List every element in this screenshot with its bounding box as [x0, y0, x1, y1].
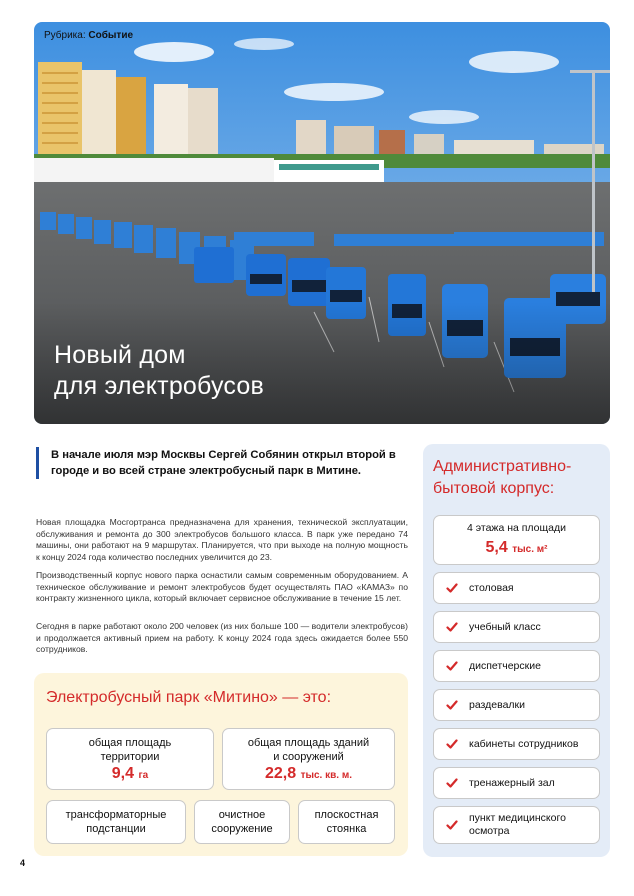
admin-title-line1: Административно-	[433, 458, 572, 475]
body-paragraph-1: Новая площадка Мосгортранса предназначена для хранения, технической эксплуатации, обслуживания и ремонта до 300 электробусов большого класса. В парк уже передано 74 машины, они работают на 9 маршрутах. Планируется, что при выходе на полную мощность к концу 2024 года количество последних увеличится до 23.	[36, 517, 408, 562]
rubric	[44, 30, 133, 41]
park-item-line2: стоянка	[326, 823, 367, 835]
admin-building-box	[423, 444, 610, 857]
admin-item	[433, 728, 600, 760]
admin-title-line2: бытовой корпус:	[433, 480, 555, 497]
admin-building-title	[433, 456, 571, 500]
territory-card	[46, 728, 214, 790]
admin-item-label: диспетчерские	[469, 659, 541, 672]
park-item-treatment	[194, 800, 290, 844]
admin-item	[433, 650, 600, 682]
check-icon	[446, 699, 458, 711]
territory-number: 9,4	[111, 765, 135, 782]
page-title-line1: Новый дом	[54, 341, 186, 369]
body-paragraph-3: Сегодня в парке работают около 200 человек (из них больше 100 — водители электробусов) и продолжается активный прием на работу. К концу 2024 года здесь ожидается более 550 сотрудников.	[36, 621, 408, 654]
buildings-label-2: и сооружений	[273, 751, 344, 763]
admin-item-label: кабинеты сотрудников	[469, 737, 579, 750]
check-icon	[446, 819, 458, 831]
territory-unit: га	[138, 770, 149, 781]
check-icon	[446, 621, 458, 633]
park-facts-box	[34, 673, 408, 856]
park-item-line1: очистное	[218, 809, 266, 821]
rubric-label: Рубрика:	[44, 30, 86, 41]
admin-item-label: столовая	[469, 581, 514, 594]
check-icon	[446, 738, 458, 750]
page-number: 4	[20, 858, 26, 868]
admin-area-card	[433, 515, 600, 565]
lead-paragraph: В начале июля мэр Москвы Сергей Собянин открыл второй в городе и во всей стране электробусный парк в Митине.	[36, 447, 406, 479]
territory-value	[47, 767, 213, 783]
body-paragraph-2: Производственный корпус нового парка оснастили самым современным оборудованием. А техническое обслуживание и ремонт электробусов будет осуществлять ПАО «КАМАЗ» по контракту жизненного цикла, который включает сервисное обслуживание в течение 15 лет.	[36, 570, 408, 603]
buildings-unit: тыс. кв. м.	[300, 770, 353, 781]
park-item-line1: плоскостная	[314, 809, 379, 821]
admin-item	[433, 767, 600, 799]
rubric-value: Событие	[88, 30, 134, 41]
admin-item	[433, 611, 600, 643]
admin-item	[433, 689, 600, 721]
admin-item-label-line1: пункт медицинского	[469, 812, 566, 824]
buildings-number: 22,8	[264, 765, 297, 782]
buildings-value	[223, 767, 394, 783]
page-title-line2: для электробусов	[54, 372, 264, 400]
check-icon	[446, 660, 458, 672]
territory-label-1: общая площадь	[88, 737, 172, 749]
page-title	[54, 340, 264, 402]
admin-item-label-line2: осмотра	[469, 825, 510, 837]
park-item-transformers	[46, 800, 186, 844]
territory-label-2: территории	[100, 751, 160, 763]
admin-area-number: 5,4	[485, 539, 508, 556]
park-item-parking	[298, 800, 395, 844]
park-item-line2: подстанции	[86, 823, 146, 835]
check-icon	[446, 777, 458, 789]
park-facts-title: Электробусный парк «Митино» — это:	[46, 689, 332, 706]
check-icon	[446, 582, 458, 594]
buildings-label-1: общая площадь зданий	[247, 737, 370, 749]
buildings-card	[222, 728, 395, 790]
admin-area-value	[434, 539, 599, 557]
hero-photo	[34, 22, 610, 424]
admin-item-label: раздевалки	[469, 698, 525, 711]
admin-item	[433, 572, 600, 604]
park-item-line2: сооружение	[211, 823, 273, 835]
admin-item-label	[469, 812, 566, 838]
admin-area-label: 4 этажа на площади	[467, 522, 566, 534]
park-item-line1: трансформаторные	[65, 809, 167, 821]
admin-item-label: учебный класс	[469, 620, 541, 633]
admin-item-label: тренажерный зал	[469, 776, 555, 789]
admin-area-unit: тыс. м²	[512, 544, 548, 555]
admin-item	[433, 806, 600, 844]
